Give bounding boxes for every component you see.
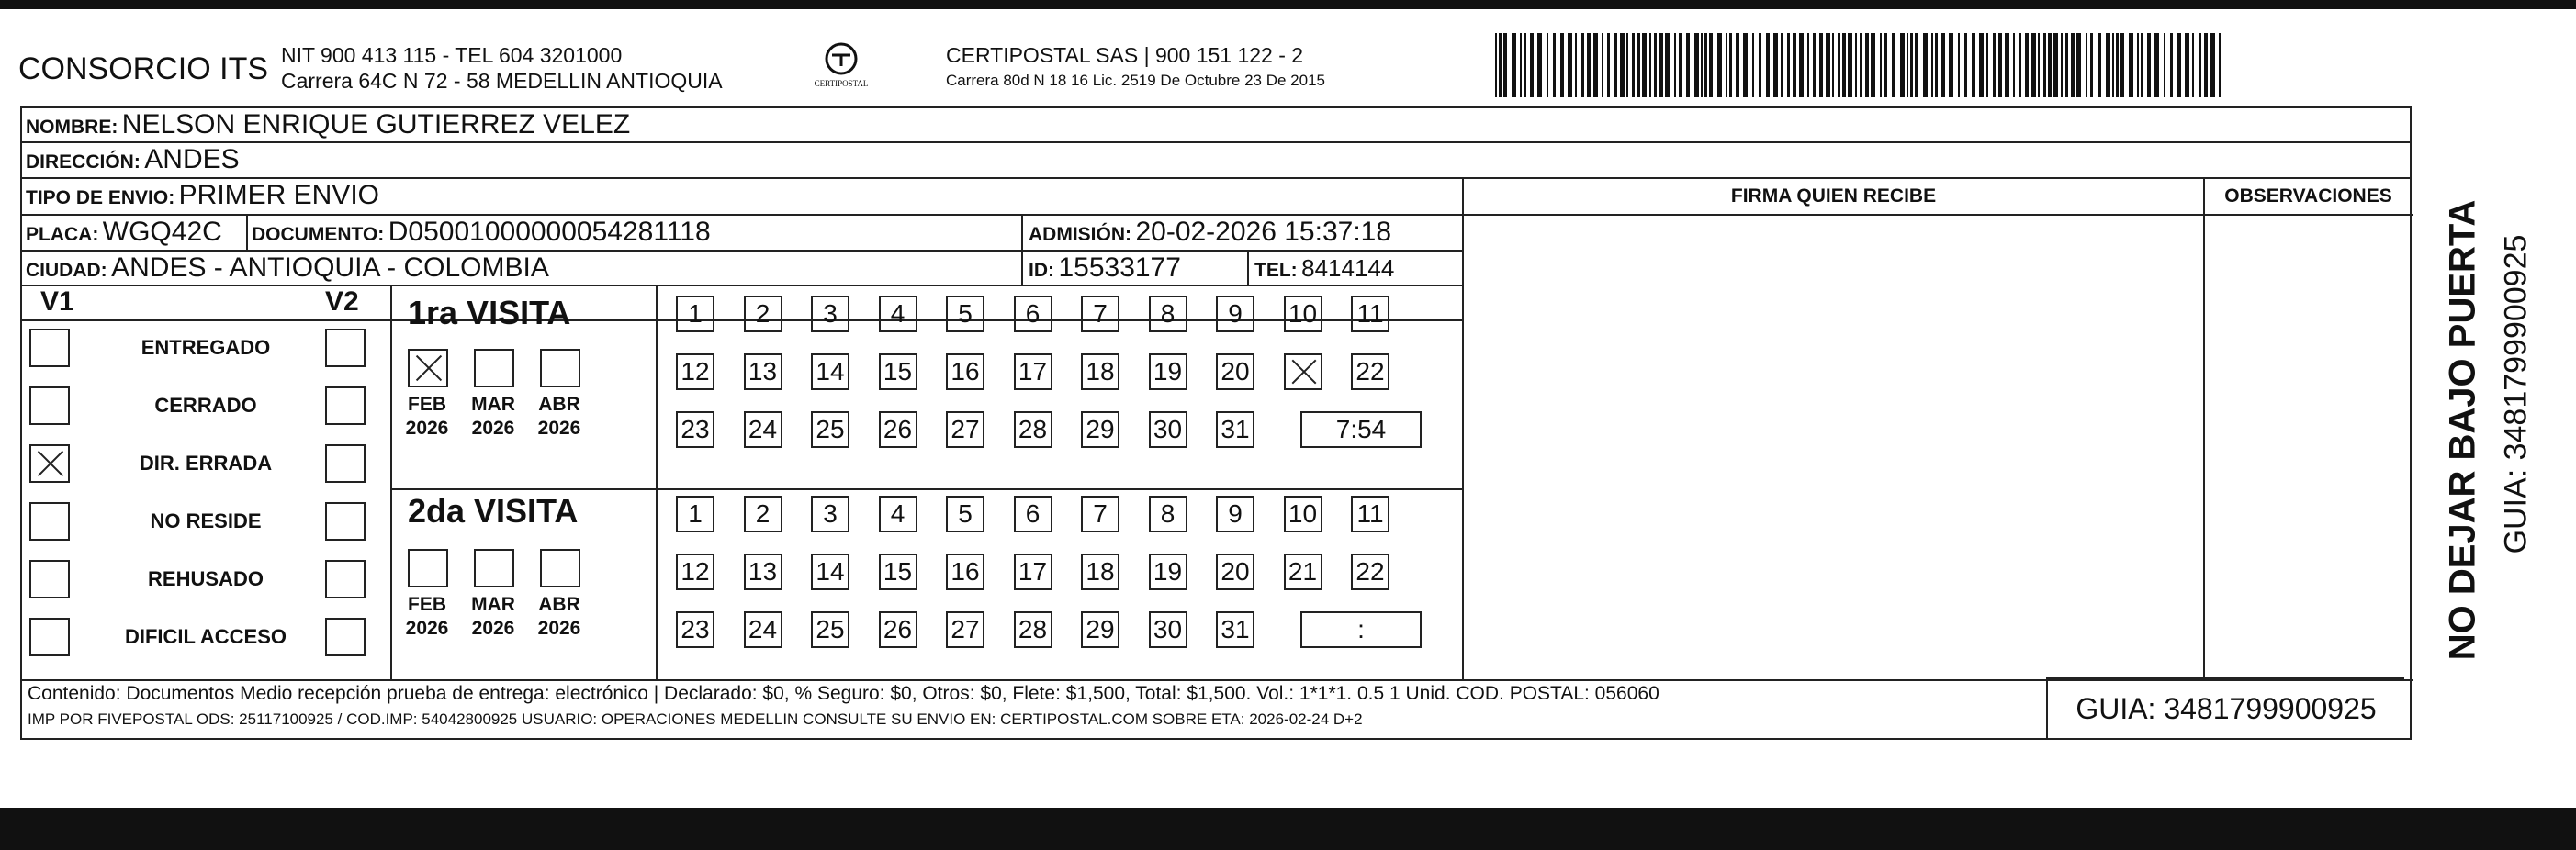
barcode-bar [1935,33,1938,97]
day-box[interactable]: 30 [1149,611,1187,648]
day-box[interactable]: 12 [676,353,714,390]
time-box[interactable]: : [1300,611,1422,648]
month-year: 2026 [471,618,515,639]
barcode-bar [1620,33,1625,97]
barcode-bar [2177,33,2181,97]
barcode-bar [2112,33,2114,97]
footer-contenido: Contenido: Documentos Medio recepción prueba de entrega: electrónico | Declarado: $0, % Seguro: $0, Otros: $0, Flete: $1,500, Total: $1,500. Vol.: 1*1*1. 0.5 1 Unid. COD. POSTAL: 056060 [28,683,1659,704]
company-name: CONSORCIO ITS [18,51,269,86]
barcode-bar [1736,33,1739,97]
barcode-bar [1884,33,1887,97]
barcode-bar [1964,33,1967,97]
no-dejar-bajo-puerta: NO DEJAR BAJO PUERTA [2442,199,2483,661]
barcode-bar [1848,33,1852,97]
barcode-bar [1923,33,1928,97]
month-name: MAR [471,394,515,415]
day-box[interactable]: 11 [1351,496,1389,532]
firma-label: FIRMA QUIEN RECIBE [1730,185,1937,207]
barcode-bar [1560,33,1564,97]
barcode-bar [1807,33,1809,97]
v1-checkbox[interactable] [29,560,70,598]
ciudad-label: CIUDAD: [26,260,107,281]
ciudad-cell [26,252,549,289]
bottom-border [0,808,2576,850]
barcode-bar [2065,33,2068,97]
v2-checkbox[interactable] [325,386,366,425]
month-label [467,393,520,441]
barcode-bar [2164,33,2165,97]
day-box[interactable]: 7 [1081,496,1119,532]
barcode-bar [1524,33,1526,97]
day-box[interactable]: 29 [1081,611,1119,648]
day-box[interactable] [1284,353,1322,390]
barcode-bar [1949,33,1953,97]
tipo-value: PRIMER ENVIO [178,180,380,210]
status-label: NO RESIDE [150,509,262,532]
barcode-bar [1752,33,1754,97]
barcode-bar [1813,33,1816,97]
visit2-title: 2da VISITA [408,492,579,530]
barcode-bar [1679,33,1682,97]
admision-cell [1029,216,1391,253]
month-year: 2026 [537,618,581,639]
address-line: Carrera 64C N 72 - 58 MEDELLIN ANTIOQUIA [281,69,723,93]
barcode-bar [1709,33,1713,97]
check-x-icon [35,450,64,477]
certipostal-logo [808,39,874,101]
barcode-bar [1649,33,1651,97]
barcode-bar [1819,33,1823,97]
barcode-bar [1520,33,1522,97]
day-box[interactable]: 4 [879,296,917,332]
day-box[interactable]: 20 [1216,554,1254,590]
day-box[interactable]: 17 [1014,353,1052,390]
barcode-bar [2185,33,2189,97]
barcode-bar [2170,33,2173,97]
barcode-bar [1495,33,1497,97]
id-label: ID: [1029,260,1054,281]
month-year: 2026 [405,418,449,439]
barcode-bar [1910,33,1913,97]
v1-checkbox[interactable] [29,444,70,483]
day-box[interactable]: 31 [1216,411,1254,448]
barcode-bar [2137,33,2139,97]
v1-checkbox[interactable] [29,502,70,541]
visit1-title: 1ra VISITA [408,294,571,331]
barcode-bar [2005,33,2009,97]
barcode [1495,33,2225,97]
barcode-bar [1717,33,1722,97]
barcode-bar [2053,33,2058,97]
day-box[interactable]: 11 [1351,296,1389,332]
tipo-row [26,179,379,217]
day-box[interactable]: 1 [676,296,714,332]
day-box[interactable]: 3 [811,296,849,332]
barcode-bar [1581,33,1584,97]
delivery-form [20,106,2412,740]
documento-label: DOCUMENTO: [252,224,385,245]
barcode-bar [1607,33,1610,97]
direccion-label: DIRECCIÓN: [26,151,141,173]
barcode-bar [1743,33,1748,97]
tel-value: 8414144 [1301,254,1395,282]
status-label: DIFICIL ACCESO [124,625,287,648]
barcode-bar [2141,33,2143,97]
barcode-bar [2204,33,2208,97]
placa-value: WGQ42C [102,217,222,247]
status-label: DIR. ERRADA [139,452,273,475]
barcode-bar [1826,33,1830,97]
barcode-bar [1793,33,1796,97]
barcode-bar [1654,33,1657,97]
day-box[interactable]: 10 [1284,496,1322,532]
day-box[interactable]: 25 [811,611,849,648]
barcode-bar [1512,33,1516,97]
barcode-bar [1998,33,2002,97]
month-checkbox[interactable] [540,349,580,387]
day-box[interactable]: 4 [879,496,917,532]
day-box[interactable]: 14 [811,353,849,390]
nombre-row [26,108,630,146]
month-checkbox[interactable] [474,549,514,587]
barcode-bar [1637,33,1640,97]
barcode-bar [2048,33,2052,97]
month-name: ABR [538,594,580,615]
barcode-bar [1593,33,1598,97]
v1-checkbox[interactable] [29,329,70,367]
barcode-bar [2071,33,2075,97]
barcode-bar [1726,33,1727,97]
day-box[interactable]: 2 [744,496,782,532]
barcode-bar [2043,33,2046,97]
barcode-bar [1860,33,1862,97]
day-box[interactable]: 30 [1149,411,1187,448]
barcode-bar [1665,33,1670,97]
barcode-bar [1701,33,1703,97]
guia-number: GUIA: 3481799900925 [2046,677,2404,740]
day-box[interactable]: 19 [1149,554,1187,590]
day-box[interactable]: 10 [1284,296,1322,332]
barcode-bar [1986,33,1988,97]
day-box[interactable]: 12 [676,554,714,590]
day-box[interactable]: 27 [946,411,984,448]
month-year: 2026 [405,618,449,639]
barcode-bar [2076,33,2081,97]
direccion-value: ANDES [144,144,240,174]
day-box[interactable]: 13 [744,554,782,590]
admision-label: ADMISIÓN: [1029,224,1131,245]
barcode-bar [1537,33,1542,97]
day-box[interactable]: 24 [744,611,782,648]
barcode-bar [1958,33,1960,97]
barcode-bar [1931,33,1933,97]
day-box[interactable]: 6 [1014,496,1052,532]
day-box[interactable]: 14 [811,554,849,590]
day-box[interactable]: 9 [1216,296,1254,332]
month-label [400,393,454,441]
status-label: CERRADO [154,394,257,417]
barcode-bar [1659,33,1663,97]
barcode-bar [1694,33,1699,97]
tipo-label: TIPO DE ENVIO: [26,187,175,208]
barcode-bar [2090,33,2093,97]
day-box[interactable]: 18 [1081,353,1119,390]
v2-checkbox[interactable] [325,560,366,598]
day-box[interactable]: 16 [946,353,984,390]
day-box[interactable]: 15 [879,353,917,390]
barcode-bar [1602,33,1603,97]
day-box[interactable]: 26 [879,611,917,648]
barcode-bar [2199,33,2201,97]
nombre-value: NELSON ENRIQUE GUTIERREZ VELEZ [121,109,631,140]
ciudad-value: ANDES - ANTIOQUIA - COLOMBIA [111,252,549,283]
month-year: 2026 [537,418,581,439]
month-name: FEB [408,394,446,415]
placa-cell [26,216,222,253]
barcode-bar [1704,33,1707,97]
day-box[interactable]: 18 [1081,554,1119,590]
time-box[interactable]: 7:54 [1300,411,1422,448]
barcode-bar [2219,33,2221,97]
barcode-bar [1972,33,1975,97]
status-label: ENTREGADO [141,336,271,359]
barcode-bar [1871,33,1875,97]
barcode-bar [1900,33,1905,97]
barcode-bar [2106,33,2110,97]
month-checkbox[interactable] [474,349,514,387]
v1-header: V1 [40,286,74,317]
day-box[interactable]: 27 [946,611,984,648]
barcode-bar [1686,33,1690,97]
barcode-bar [1553,33,1556,97]
direccion-row [26,143,240,181]
documento-cell [252,216,711,253]
day-box[interactable]: 24 [744,411,782,448]
top-border [0,0,2576,9]
day-box[interactable]: 15 [879,554,917,590]
barcode-bar [1587,33,1591,97]
observaciones-label: OBSERVACIONES [2224,185,2392,207]
day-box[interactable]: 1 [676,496,714,532]
day-box[interactable]: 22 [1351,554,1389,590]
month-checkbox[interactable] [408,349,448,387]
barcode-bar [2116,33,2119,97]
barcode-bar [2210,33,2215,97]
barcode-bar [1547,33,1548,97]
barcode-bar [1842,33,1846,97]
barcode-bar [2038,33,2040,97]
day-box[interactable]: 5 [946,296,984,332]
placa-label: PLACA: [26,224,99,245]
month-year: 2026 [471,418,515,439]
barcode-bar [1642,33,1647,97]
day-box[interactable]: 25 [811,411,849,448]
month-label [467,593,520,641]
barcode-bar [1575,33,1577,97]
barcode-bar [1530,33,1534,97]
barcode-bar [2129,33,2133,97]
day-box[interactable]: 22 [1351,353,1389,390]
day-box[interactable]: 28 [1014,611,1052,648]
barcode-bar [1838,33,1840,97]
barcode-bar [1614,33,1617,97]
month-label [533,393,586,441]
barcode-bar [1855,33,1857,97]
v1-checkbox[interactable] [29,386,70,425]
barcode-bar [1632,33,1635,97]
check-x-icon [413,354,443,382]
month-name: ABR [538,394,580,415]
documento-value: D05001000000054281118 [388,217,711,247]
day-box[interactable]: 26 [879,411,917,448]
barcode-bar [1979,33,1984,97]
v2-checkbox[interactable] [325,618,366,656]
barcode-bar [1503,33,1507,97]
day-box[interactable]: 20 [1216,353,1254,390]
barcode-bar [1799,33,1804,97]
v2-checkbox[interactable] [325,502,366,541]
day-box[interactable]: 13 [744,353,782,390]
barcode-bar [2192,33,2194,97]
barcode-bar [1759,33,1761,97]
barcode-bar [2098,33,2101,97]
day-box[interactable]: 2 [744,296,782,332]
certipostal-info [946,42,1325,94]
company-nit [281,42,723,94]
barcode-bar [1880,33,1882,97]
barcode-bar [2031,33,2036,97]
check-x-icon [1289,359,1317,385]
barcode-bar [1993,33,1996,97]
month-checkbox[interactable] [540,549,580,587]
day-box[interactable]: 21 [1284,554,1322,590]
barcode-bar [1941,33,1945,97]
barcode-bar [1568,33,1572,97]
barcode-bar [2025,33,2029,97]
barcode-bar [1674,33,1676,97]
barcode-bar [2061,33,2063,97]
barcode-bar [1892,33,1895,97]
barcode-bar [1626,33,1628,97]
tel-label: TEL: [1254,260,1298,281]
v2-checkbox[interactable] [325,329,366,367]
nit-line: NIT 900 413 115 - TEL 604 3201000 [281,43,623,67]
day-box[interactable]: 23 [676,411,714,448]
admision-value: 20-02-2026 15:37:18 [1135,217,1392,247]
barcode-bar [1766,33,1770,97]
month-checkbox[interactable] [408,549,448,587]
side-guia-number: GUIA: 3481799900925 [2498,234,2534,554]
month-name: FEB [408,594,446,615]
month-name: MAR [471,594,515,615]
barcode-bar [1781,33,1783,97]
tel-cell [1254,252,1394,289]
day-box[interactable]: 19 [1149,353,1187,390]
day-box[interactable]: 23 [676,611,714,648]
v1-checkbox[interactable] [29,618,70,656]
nombre-label: NOMBRE: [26,117,118,138]
v2-header: V2 [325,286,359,317]
day-box[interactable]: 6 [1014,296,1052,332]
id-cell [1029,252,1181,289]
day-box[interactable]: 17 [1014,554,1052,590]
barcode-bar [1499,33,1502,97]
logo-text: CERTIPOSTAL [814,79,869,88]
day-box[interactable]: 7 [1081,296,1119,332]
month-label [400,593,454,641]
barcode-bar [2154,33,2159,97]
day-box[interactable]: 29 [1081,411,1119,448]
barcode-bar [2147,33,2151,97]
barcode-bar [2120,33,2124,97]
day-box[interactable]: 9 [1216,496,1254,532]
barcode-bar [1865,33,1869,97]
barcode-bar [2013,33,2015,97]
day-box[interactable]: 8 [1149,496,1187,532]
day-box[interactable]: 31 [1216,611,1254,648]
barcode-bar [2086,33,2087,97]
barcode-bar [1729,33,1732,97]
day-box[interactable]: 5 [946,496,984,532]
day-box[interactable]: 3 [811,496,849,532]
barcode-bar [1787,33,1790,97]
day-box[interactable]: 16 [946,554,984,590]
v2-checkbox[interactable] [325,444,366,483]
barcode-bar [1773,33,1778,97]
status-label: REHUSADO [148,567,264,590]
footer-impresion: IMP POR FIVEPOSTAL ODS: 25117100925 / COD.IMP: 54042800925 USUARIO: OPERACIONES MEDELLIN CONSULTE SU ENVIO EN: CERTIPOSTAL.COM SOBRE ETA: 2026-02-24 D+2 [28,710,1363,728]
barcode-bar [1915,33,1918,97]
id-value: 15533177 [1058,252,1181,283]
barcode-bar [2019,33,2021,97]
month-label [533,593,586,641]
day-box[interactable]: 28 [1014,411,1052,448]
barcode-bar [1832,33,1834,97]
certipostal-license: Carrera 80d N 18 16 Lic. 2519 De Octubre 23 De 2015 [946,72,1325,89]
day-box[interactable]: 8 [1149,296,1187,332]
certipostal-nit: CERTIPOSTAL SAS | 900 151 122 - 2 [946,43,1304,67]
barcode-bar [1907,33,1908,97]
